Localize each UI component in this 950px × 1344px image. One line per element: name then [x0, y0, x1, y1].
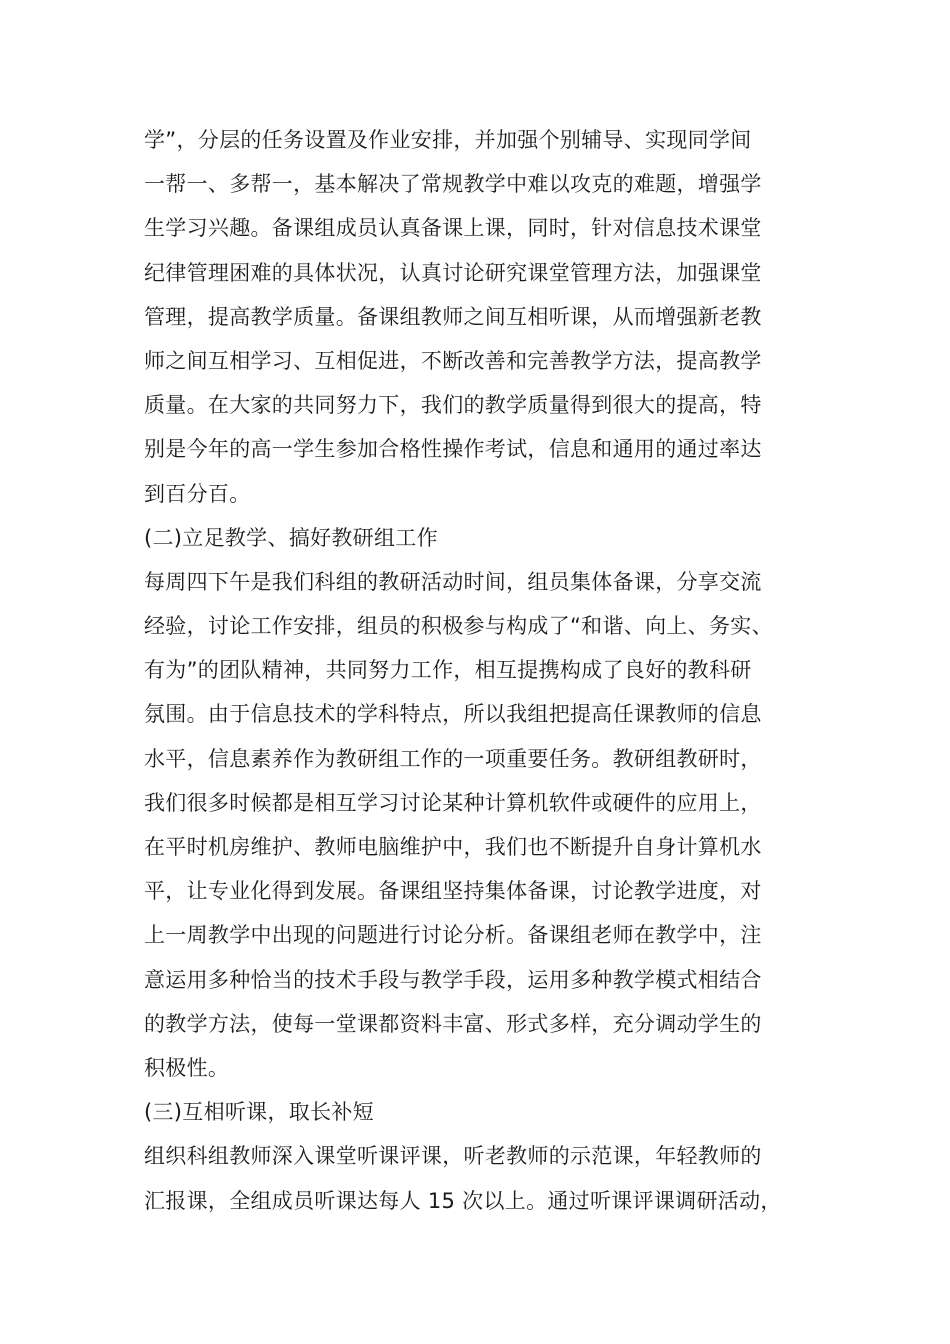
text-line: 氛围。由于信息技术的学科特点，所以我组把提高任课教师的信息 — [144, 702, 762, 727]
text-line: 在平时机房维护、教师电脑维护中，我们也不断提升自身计算机水 — [144, 835, 762, 859]
text-line: 质量。在大家的共同努力下，我们的教学质量得到很大的提高，特 — [144, 393, 762, 418]
text-line: 学”，分层的任务设置及作业安排，并加强个别辅导、实现同学间 — [144, 128, 752, 152]
text-line: 到百分百。 — [144, 481, 251, 506]
text-line: 别是今年的高一学生参加合格性操作考试，信息和通用的通过率达 — [144, 437, 762, 462]
text-line: 平，让专业化得到发展。备课组坚持集体备课，讨论教学进度，对 — [144, 879, 762, 904]
text-line: 一帮一、多帮一，基本解决了常规教学中难以攻克的难题，增强学 — [144, 172, 762, 197]
text-line: 师之间互相学习、互相促进，不断改善和完善教学方法，提高教学 — [144, 348, 762, 373]
text-line: 意运用多种恰当的技术手段与教学手段，运用多种教学模式相结合 — [144, 967, 762, 992]
text-line: 积极性。 — [144, 1055, 230, 1080]
document-body — [144, 118, 844, 1223]
text-line: 生学习兴趣。备课组成员认真备课上课，同时，针对信息技术课堂 — [144, 216, 762, 241]
section-heading: (三)互相听课，取长补短 — [144, 1100, 374, 1125]
text-line: 组织科组教师深入课堂听课评课，听老教师的示范课，年轻教师的 — [144, 1144, 762, 1169]
text-line: 经验，讨论工作安排，组员的积极参与构成了“和谐、向上、务实、 — [144, 614, 773, 639]
text-line: 每周四下午是我们科组的教研活动时间，组员集体备课，分享交流 — [144, 569, 762, 594]
text-line: 的教学方法，使每一堂课都资料丰富、形式多样，充分调动学生的 — [144, 1011, 762, 1036]
section-heading: (二)立足教学、搞好教研组工作 — [144, 525, 438, 550]
text-line: 我们很多时候都是相互学习讨论某种计算机软件或硬件的应用上， — [144, 790, 762, 815]
text-line: 纪律管理困难的具体状况，认真讨论研究课堂管理方法，加强课堂 — [144, 260, 762, 285]
text-line: 管理，提高教学质量。备课组教师之间互相听课，从而增强新老教 — [144, 304, 762, 329]
text-line: 水平，信息素养作为教研组工作的一项重要任务。教研组教研时， — [144, 746, 762, 771]
text-line: 上一周教学中出现的问题进行讨论分析。备课组老师在教学中，注 — [144, 923, 762, 948]
text-line: 有为”的团队精神，共同努力工作，相互提携构成了良好的教科研 — [144, 658, 752, 683]
text-line: 汇报课，全组成员听课达每人 15 次以上。通过听课评课调研活动， — [144, 1188, 782, 1213]
